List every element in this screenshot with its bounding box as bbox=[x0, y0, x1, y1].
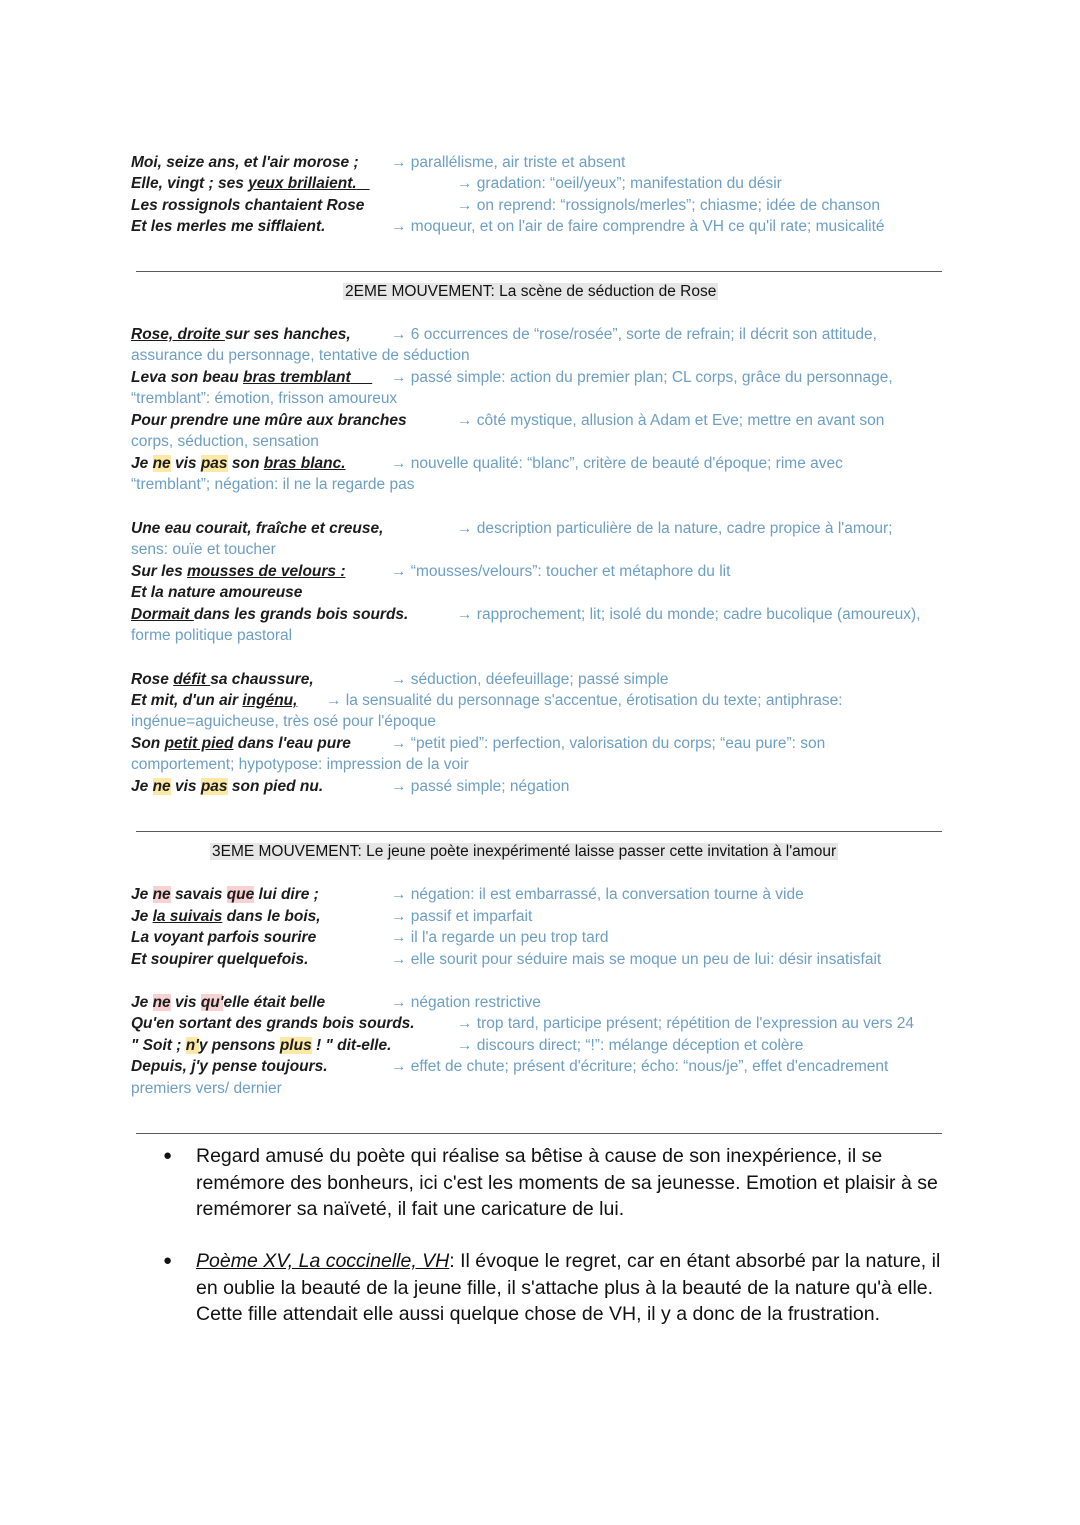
comment-line: → discours direct; “!”: mélange déception et colère bbox=[457, 1037, 804, 1054]
highlight-negation: ne bbox=[152, 886, 171, 903]
divider bbox=[136, 1133, 942, 1134]
highlight-negation: ne bbox=[152, 778, 171, 795]
divider bbox=[136, 831, 942, 832]
verse-line: La voyant parfois sourire bbox=[131, 929, 317, 946]
reference-title: Poème XV, La coccinelle, VH bbox=[196, 1250, 450, 1272]
verse-line: Et la nature amoureuse bbox=[131, 584, 303, 601]
verse-line: Son petit pied dans l'eau pure bbox=[131, 735, 351, 752]
verse-line: Une eau courait, fraîche et creuse, bbox=[131, 520, 384, 537]
comment-line: → passif et imparfait bbox=[391, 908, 533, 925]
verse-line: Rose, droite sur ses hanches, bbox=[131, 326, 351, 343]
bullet-item bbox=[163, 1143, 953, 1223]
comment-line: → passé simple: action du premier plan; CL corps, grâce du personnage, bbox=[391, 369, 893, 386]
highlight-negation: pas bbox=[200, 778, 228, 795]
comment-line: → “petit pied”: perfection, valorisation du corps; “eau pure”: son bbox=[391, 735, 826, 752]
bullet-text: Regard amusé du poète qui réalise sa bêtise à cause de son inexpérience, il se remémore des bonheurs, ici c'est les moments de sa jeunesse. Emotion et plaisir à se remémorer sa naïveté, il fait une caricature de lui. bbox=[196, 1145, 938, 1220]
verse-line: Leva son beau bras tremblant bbox=[131, 369, 351, 386]
verse-line bbox=[131, 152, 359, 174]
comment-line: comportement; hypotypose: impression de la voir bbox=[131, 756, 469, 773]
comment-line: → passé simple; négation bbox=[391, 778, 570, 795]
highlight-negation: ne bbox=[152, 455, 171, 472]
highlight-negation: pas bbox=[200, 455, 228, 472]
verse-line: Je ne vis pas son pied nu. bbox=[131, 778, 324, 795]
comment-line: → la sensualité du personnage s'accentue, érotisation du texte; antiphrase: bbox=[326, 692, 843, 709]
bullet-text: Poème XV, La coccinelle, VH: Il évoque le regret, car en étant absorbé par la nature, il en oublie la beauté de la jeune fille, il s'attache plus à la beauté de la nature qu'à elle. Cette fille attendait elle aussi quelque chose de VH, il y a donc de la frustration. bbox=[196, 1250, 941, 1325]
comment-line: → il l'a regarde un peu trop tard bbox=[391, 929, 609, 946]
verse-text: Les rossignols chantaient Rose bbox=[131, 197, 365, 214]
comment-line: “tremblant”: émotion, frisson amoureux bbox=[131, 390, 398, 407]
verse-line: Dormait dans les grands bois sourds. bbox=[131, 606, 409, 623]
verse-line: Je ne vis pas son bras blanc. bbox=[131, 455, 346, 472]
verse-line: Je ne vis qu'elle était belle bbox=[131, 994, 326, 1011]
comment-line: “tremblant”; négation: il ne la regarde pas bbox=[131, 476, 415, 493]
verse-line: Et soupirer quelquefois. bbox=[131, 951, 309, 968]
comment-line: → effet de chute; présent d'écriture; écho: “nous/je”, effet d'encadrement bbox=[391, 1058, 889, 1075]
verse-underlined: yeux brillaient. bbox=[248, 175, 357, 192]
comment-line: → négation restrictive bbox=[391, 994, 541, 1011]
comment-line: assurance du personnage, tentative de séduction bbox=[131, 347, 470, 364]
verse-line: Rose défit sa chaussure, bbox=[131, 671, 314, 688]
comment-line: → négation: il est embarrassé, la conversation tourne à vide bbox=[391, 886, 804, 903]
verse-line bbox=[131, 216, 325, 238]
highlight-negation: n' bbox=[185, 1037, 199, 1054]
verse-line bbox=[131, 173, 370, 195]
comment-line: → “mousses/velours”: toucher et métaphore du lit bbox=[391, 563, 731, 580]
comment-line: sens: ouïe et toucher bbox=[131, 541, 276, 558]
verse-text: Moi, seize ans, et l'air morose ; bbox=[131, 154, 359, 171]
highlight-negation: qu' bbox=[200, 994, 224, 1011]
comment-line: → trop tard, participe présent; répétition de l'expression au vers 24 bbox=[457, 1015, 915, 1032]
comment-line: corps, séduction, sensation bbox=[131, 433, 319, 450]
verse-line: Et mit, d'un air ingénu, bbox=[131, 692, 298, 709]
verse-line: Qu'en sortant des grands bois sourds. bbox=[131, 1015, 415, 1032]
verse-line: Depuis, j'y pense toujours. bbox=[131, 1058, 328, 1075]
comment-line: → description particulière de la nature, cadre propice à l'amour; bbox=[457, 520, 893, 537]
verse-text: Et les merles me sifflaient. bbox=[131, 218, 326, 235]
comment-line: forme politique pastoral bbox=[131, 627, 293, 644]
highlight-negation: ne bbox=[152, 994, 171, 1011]
verse-line: Je ne savais que lui dire ; bbox=[131, 886, 319, 903]
bullet-icon: ● bbox=[163, 1147, 173, 1164]
comment-line: → on reprend: “rossignols/merles”; chiasme; idée de chanson bbox=[457, 197, 881, 214]
section-heading: 2EME MOUVEMENT: La scène de séduction de Rose bbox=[345, 283, 717, 300]
comment-line: → moqueur, et on l'air de faire comprendre à VH ce qu'il rate; musicalité bbox=[391, 218, 885, 235]
comment-line: → nouvelle qualité: “blanc”, critère de beauté d'époque; rime avec bbox=[391, 455, 843, 472]
verse-line: Pour prendre une mûre aux branches bbox=[131, 412, 407, 429]
verse-line: " Soit ; n'y pensons plus ! " dit-elle. bbox=[131, 1037, 392, 1054]
bullet-icon: ● bbox=[163, 1252, 173, 1269]
comment-line: → séduction, déefeuillage; passé simple bbox=[391, 671, 669, 688]
comment-line: → gradation: “oeil/yeux”; manifestation du désir bbox=[457, 175, 782, 192]
highlight-negation: que bbox=[226, 886, 255, 903]
bullet-item bbox=[163, 1248, 953, 1328]
verse-line bbox=[131, 195, 364, 217]
highlight-negation: plus bbox=[279, 1037, 312, 1054]
comment-line: → elle sourit pour séduire mais se moque un peu de lui: désir insatisfait bbox=[391, 951, 882, 968]
comment-line: → rapprochement; lit; isolé du monde; cadre bucolique (amoureux), bbox=[457, 606, 921, 623]
comment-line: ingénue=aguicheuse, très osé pour l'époque bbox=[131, 713, 437, 730]
verse-text: Elle, vingt ; ses bbox=[131, 175, 249, 192]
section-heading: 3EME MOUVEMENT: Le jeune poète inexpérimenté laisse passer cette invitation à l'amour bbox=[212, 843, 837, 860]
comment-line: → côté mystique, allusion à Adam et Eve; mettre en avant son bbox=[457, 412, 885, 429]
comment-line: premiers vers/ dernier bbox=[131, 1080, 282, 1097]
comment-line: → parallélisme, air triste et absent bbox=[391, 154, 626, 171]
verse-line: Sur les mousses de velours : bbox=[131, 563, 346, 580]
verse-line: Je la suivais dans le bois, bbox=[131, 908, 321, 925]
comment-line: → 6 occurrences de “rose/rosée”, sorte de refrain; il décrit son attitude, bbox=[391, 326, 877, 343]
divider bbox=[136, 271, 942, 272]
